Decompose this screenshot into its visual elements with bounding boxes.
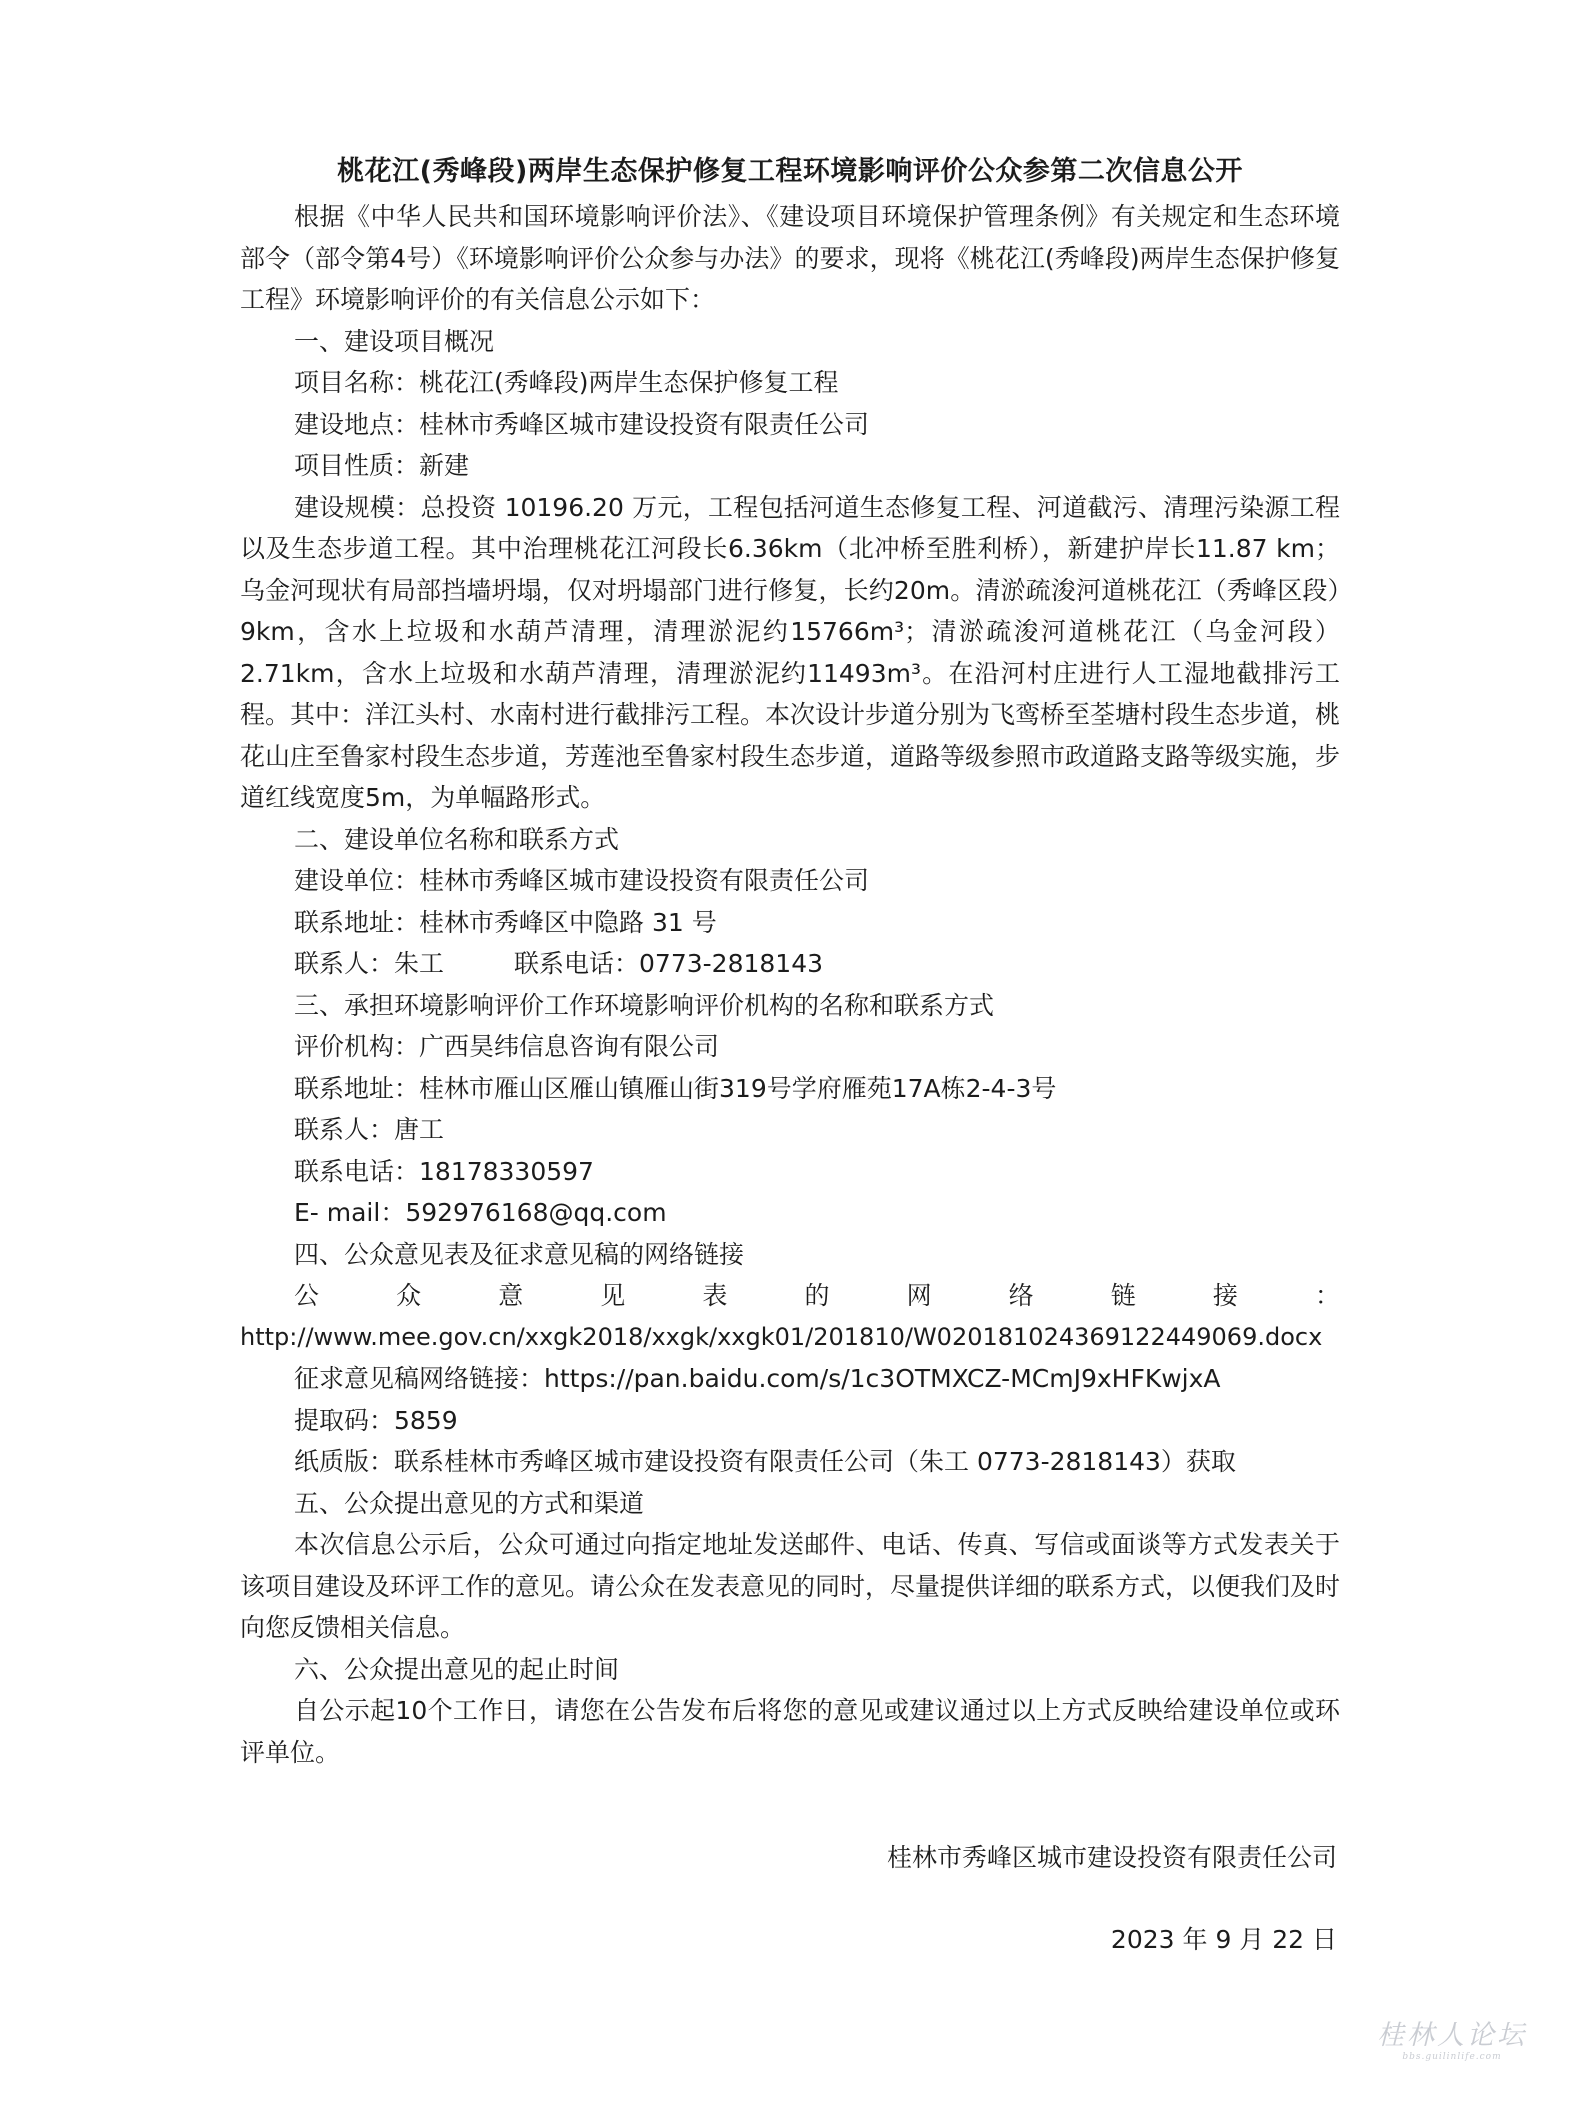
paper-version: 纸质版：联系桂林市秀峰区城市建设投资有限责任公司（朱工 0773-2818143）获取 (294, 1447, 1236, 1476)
form-label-char: ： (1314, 1281, 1340, 1310)
project-nature: 项目性质：新建 (294, 451, 470, 480)
builder-contact: 联系人：朱工 (294, 949, 445, 978)
section-4-heading: 四、公众意见表及征求意见稿的网络链接 (294, 1239, 745, 1269)
form-label-char: 的 (804, 1281, 830, 1310)
form-label-char: 众 (396, 1281, 422, 1310)
agency-email: E- mail：592976168@qq.com (294, 1198, 667, 1227)
form-label-char: 链 (1110, 1281, 1136, 1310)
intro-paragraph: 根据《中华人民共和国环境影响评价法》、《建设项目环境保护管理条例》有关规定和生态环境部令（部令第4号）《环境影响评价公众参与办法》的要求，现将《桃花江(秀峰段)两岸生态保护修复工程》环境影响评价的有关信息公示如下： (240, 202, 1340, 314)
builder-address: 联系地址：桂林市秀峰区中隐路 31 号 (294, 907, 717, 937)
watermark-sub: bbs.guilinlife.com (1402, 2052, 1502, 2062)
form-label-char: 络 (1008, 1281, 1034, 1310)
signature-date: 2023 年 9 月 22 日 (1110, 1925, 1337, 1954)
watermark-main: 桂林人论坛 (1377, 2020, 1527, 2051)
form-link-label (240, 1275, 1340, 1317)
extraction-code: 提取码：5859 (294, 1405, 458, 1435)
signature-company: 桂林市秀峰区城市建设投资有限责任公司 (886, 1843, 1337, 1872)
project-location: 建设地点：桂林市秀峰区城市建设投资有限责任公司 (294, 409, 870, 439)
section-6-heading: 六、公众提出意见的起止时间 (294, 1654, 620, 1684)
project-name: 项目名称：桃花江(秀峰段)两岸生态保护修复工程 (294, 368, 839, 397)
section-5-text: 本次信息公示后，公众可通过向指定地址发送邮件、电话、传真、写信或面谈等方式发表关于该项目建设及环评工作的意见。请公众在发表意见的同时，尽量提供详细的联系方式，以便我们及时向您反馈相关信息。 (240, 1530, 1341, 1642)
agency-contact: 联系人：唐工 (294, 1115, 445, 1144)
document-title: 桃花江(秀峰段)两岸生态保护修复工程环境影响评价公众参第二次信息公开 (337, 156, 1243, 187)
builder-phone: 联系电话：0773-2818143 (514, 949, 824, 978)
forum-watermark (1377, 2021, 1527, 2063)
agency-phone: 联系电话：18178330597 (294, 1156, 594, 1186)
form-label-char: 接 (1212, 1281, 1238, 1310)
form-url: http://www.mee.gov.cn/xxgk2018/xxgk/xxgk01/201810/W020181024369122449069.docx (240, 1322, 1323, 1351)
form-label-char: 网 (906, 1281, 932, 1310)
notice-document (240, 150, 1340, 1773)
section-3-heading: 三、承担环境影响评价工作环境影响评价机构的名称和联系方式 (294, 990, 995, 1020)
agency-address: 联系地址：桂林市雁山区雁山镇雁山街319号学府雁苑17A栋2-4-3号 (294, 1073, 1057, 1103)
agency-name: 评价机构：广西昊纬信息咨询有限公司 (294, 1032, 720, 1061)
section-6-text: 自公示起10个工作日，请您在公告发布后将您的意见或建议通过以上方式反映给建设单位或环评单位。 (240, 1696, 1340, 1767)
section-1-heading: 一、建设项目概况 (294, 326, 495, 356)
form-label-char: 公 (294, 1281, 320, 1310)
section-2-heading: 二、建设单位名称和联系方式 (294, 824, 620, 854)
project-scale: 建设规模：总投资 10196.20 万元，工程包括河道生态修复工程、河道截污、清理污染源工程以及生态步道工程。其中治理桃花江河段长6.36km（北冲桥至胜利桥），新建护岸长11.87 km；乌金河现状有局部挡墙坍塌，仅对坍塌部门进行修复，长约20m。清淤疏浚河道桃花江（秀峰区段）9km，含水上垃圾和水葫芦清理，清理淤泥约15766m³；清淤疏浚河道桃花江（乌金河段）2.71km，含水上垃圾和水葫芦清理，清理淤泥约11493m³。在沿河村庄进行人工湿地截排污工程。其中：洋江头村、水南村进行截排污工程。本次设计步道分别为飞鸾桥至荃塘村段生态步道，桃花山庄至鲁家村段生态步道，芳莲池至鲁家村段生态步道，道路等级参照市政道路支路等级实施，步道红线宽度5m，为单幅路形式。 (240, 492, 1341, 812)
form-label-char: 表 (702, 1281, 728, 1310)
builder-unit: 建设单位：桂林市秀峰区城市建设投资有限责任公司 (294, 866, 870, 895)
builder-contact-line (240, 943, 1340, 985)
section-5-heading: 五、公众提出意见的方式和渠道 (294, 1488, 645, 1518)
draft-link: 征求意见稿网络链接：https://pan.baidu.com/s/1c3OTMXCZ-MCmJ9xHFKwjxA (294, 1364, 1221, 1393)
form-label-char: 意 (498, 1281, 524, 1310)
form-label-char: 见 (600, 1281, 626, 1310)
